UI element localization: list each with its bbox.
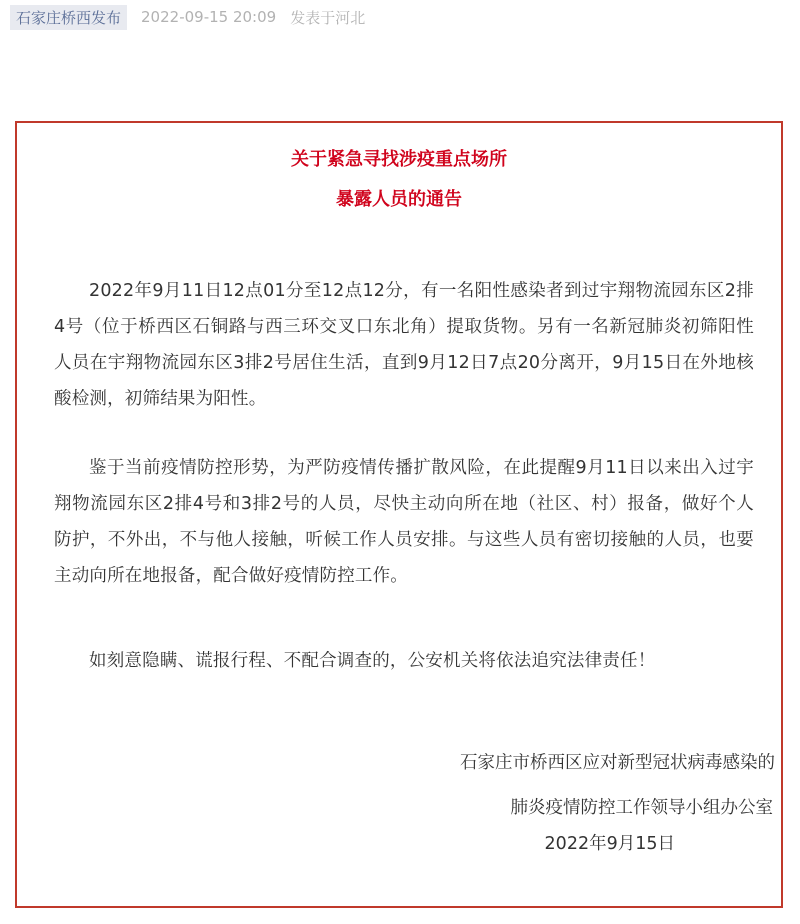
notice-paragraph-3: 如刻意隐瞒、谎报行程、不配合调查的，公安机关将依法追究法律责任！ <box>89 651 656 671</box>
signature-line-1: 石家庄市桥西区应对新型冠状病毒感染的 <box>460 753 775 773</box>
notice-paragraph-1: 2022年9月11日12点01分至12点12分，有一名阳性感染者到过宇翔物流园东区2排4号（位于桥西区石铜路与西三环交叉口东北角）提取货物。另有一名新冠肺炎初筛阳性人员在宇翔物流园东区3排2号居住生活，直到9月12日7点20分离开，9月15日在外地核酸检测，初筛结果为阳性。 <box>54 281 754 409</box>
notice-title-line-1: 关于紧急寻找涉疫重点场所 <box>291 149 507 170</box>
signature-date: 2022年9月15日 <box>544 834 675 854</box>
article-meta-bar <box>0 0 800 34</box>
publish-time: 2022-09-15 20:09 <box>141 8 277 26</box>
notice-frame <box>15 121 783 908</box>
signature-line-2: 肺炎疫情防控工作领导小组办公室 <box>510 798 773 818</box>
notice-title-line-2: 暴露人员的通告 <box>336 189 462 210</box>
author-link[interactable]: 石家庄桥西发布 <box>10 5 127 30</box>
notice-paragraph-2: 鉴于当前疫情防控形势，为严防疫情传播扩散风险，在此提醒9月11日以来出入过宇翔物流园东区2排4号和3排2号的人员，尽快主动向所在地（社区、村）报备，做好个人防护，不外出，不与他人接触，听候工作人员安排。与这些人员有密切接触的人员，也要主动向所在地报备，配合做好疫情防控工作。 <box>54 458 754 586</box>
publish-location: 发表于河北 <box>290 8 366 27</box>
